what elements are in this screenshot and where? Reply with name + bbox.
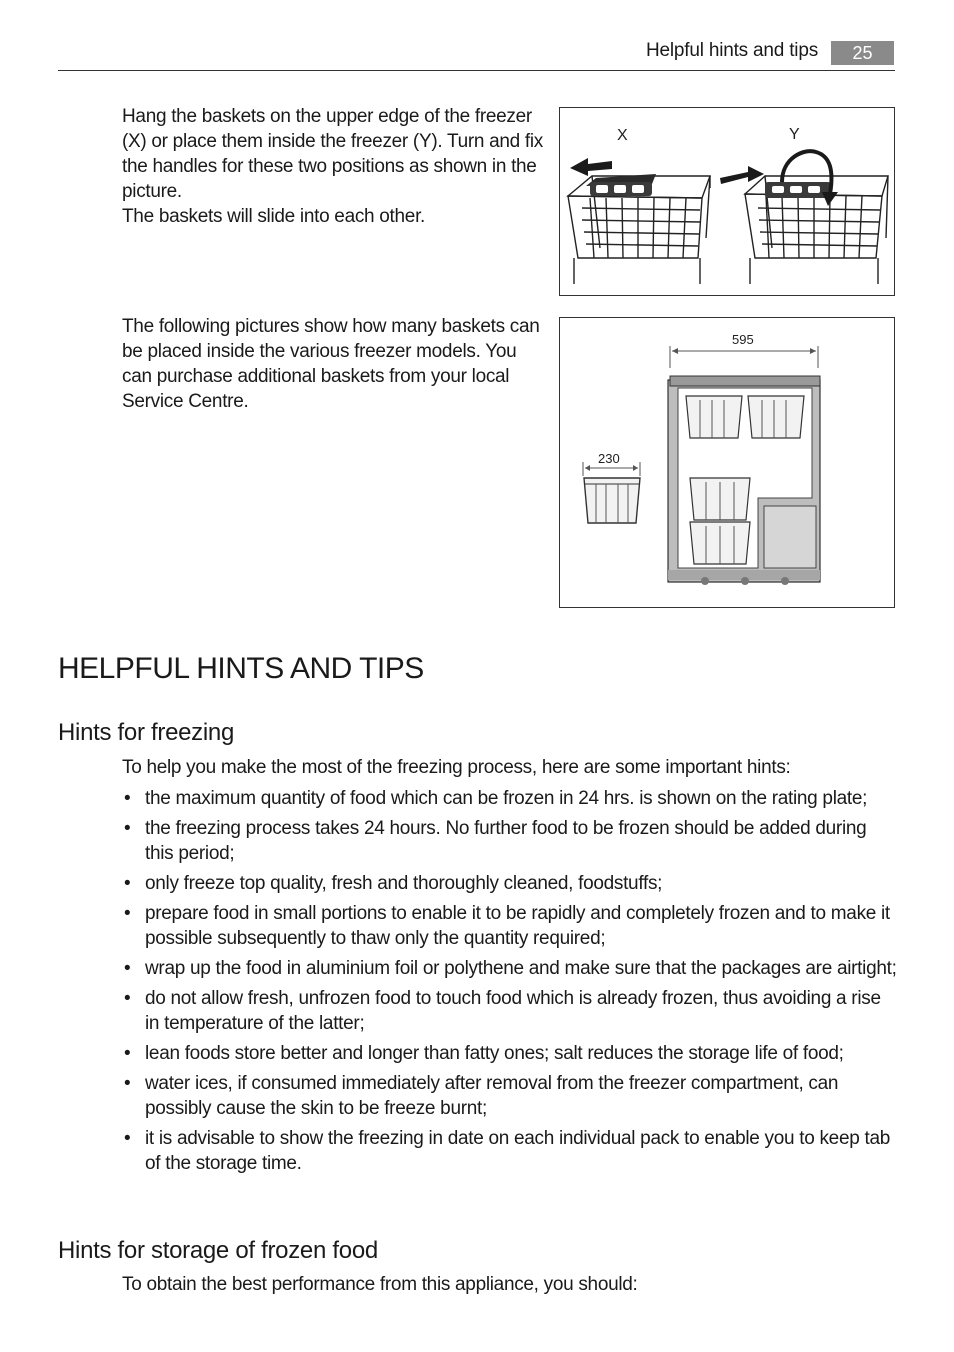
freezing-hints-list: [122, 786, 898, 1181]
bullet-icon: •: [124, 788, 131, 809]
page-number: 25: [831, 41, 894, 65]
list-item: [122, 1126, 898, 1176]
label-y: Y: [789, 126, 800, 143]
hint-text: wrap up the food in aluminium foil or polythene and make sure that the packages are airtight;: [145, 958, 897, 979]
dimension-basket-label: 230: [598, 451, 620, 466]
freezer-basket-lower-2: [690, 522, 750, 564]
hint-text: it is advisable to show the freezing in date on each individual pack to enable you to keep tab of the storage time.: [145, 1128, 890, 1174]
bullet-icon: •: [124, 1043, 131, 1064]
bullet-icon: •: [124, 958, 131, 979]
freezer-basket-top-right: [748, 396, 804, 438]
dimension-width-label: 595: [732, 332, 754, 347]
arrow-right-icon: [720, 166, 764, 184]
basket-hang-text: Hang the baskets on the upper edge of the freezer (X) or place them inside the freezer (Y). Turn and fix the handles for these two positions as shown in the picture.: [122, 106, 543, 202]
list-item: [122, 871, 898, 896]
freezer-capacity-figure: [559, 317, 895, 608]
hint-text: the freezing process takes 24 hours. No further food to be frozen should be added during this period;: [145, 818, 867, 864]
bullet-icon: •: [124, 1073, 131, 1094]
basket-capacity-text: The following pictures show how many baskets can be placed inside the various freezer models. You can purchase additional baskets from your local Service Centre.: [122, 316, 540, 412]
freezing-heading: Hints for freezing: [58, 719, 235, 746]
list-item: [122, 1041, 898, 1066]
bullet-icon: •: [124, 903, 131, 924]
loose-basket: [584, 478, 640, 523]
handle-y: [765, 182, 831, 198]
hint-text: water ices, if consumed immediately after removal from the freezer compartment, can possibly cause the skin to be freeze burnt;: [145, 1073, 839, 1119]
main-heading: HELPFUL HINTS AND TIPS: [58, 652, 424, 685]
list-item: [122, 786, 898, 811]
freezer-capacity-illustration: [560, 318, 894, 607]
list-item: [122, 986, 898, 1036]
hint-text: the maximum quantity of food which can be frozen in 24 hrs. is shown on the rating plate;: [145, 788, 868, 809]
running-header-title: Helpful hints and tips: [646, 40, 818, 61]
arrow-left-icon: [570, 158, 612, 176]
bullet-icon: •: [124, 818, 131, 839]
basket-slide-text: The baskets will slide into each other.: [122, 206, 426, 227]
list-item: [122, 1071, 898, 1121]
handle-x: [586, 174, 656, 196]
storage-heading: Hints for storage of frozen food: [58, 1237, 378, 1264]
freezer-basket-top-left: [686, 396, 742, 438]
list-item: [122, 901, 898, 951]
basket-positions-illustration: [560, 108, 894, 295]
bullet-icon: •: [124, 988, 131, 1009]
hint-text: only freeze top quality, fresh and thoroughly cleaned, foodstuffs;: [145, 873, 663, 894]
freezing-intro: To help you make the most of the freezing process, here are some important hints:: [122, 757, 791, 778]
basket-positions-figure: [559, 107, 895, 296]
list-item: [122, 816, 898, 866]
freezer-basket-lower-1: [690, 478, 750, 520]
header-rule: [58, 70, 895, 71]
hint-text: lean foods store better and longer than fatty ones; salt reduces the storage life of food;: [145, 1043, 844, 1064]
basket-instructions: [122, 104, 550, 229]
bullet-icon: •: [124, 1128, 131, 1149]
list-item: [122, 956, 898, 981]
storage-intro: To obtain the best performance from this appliance, you should:: [122, 1274, 638, 1295]
hint-text: do not allow fresh, unfrozen food to touch food which is already frozen, thus avoiding a rise in temperature of the latter;: [145, 988, 881, 1034]
hint-text: prepare food in small portions to enable it to be rapidly and completely frozen and to make it possible subsequently to thaw only the quantity required;: [145, 903, 890, 949]
label-x: X: [617, 127, 628, 144]
bullet-icon: •: [124, 873, 131, 894]
